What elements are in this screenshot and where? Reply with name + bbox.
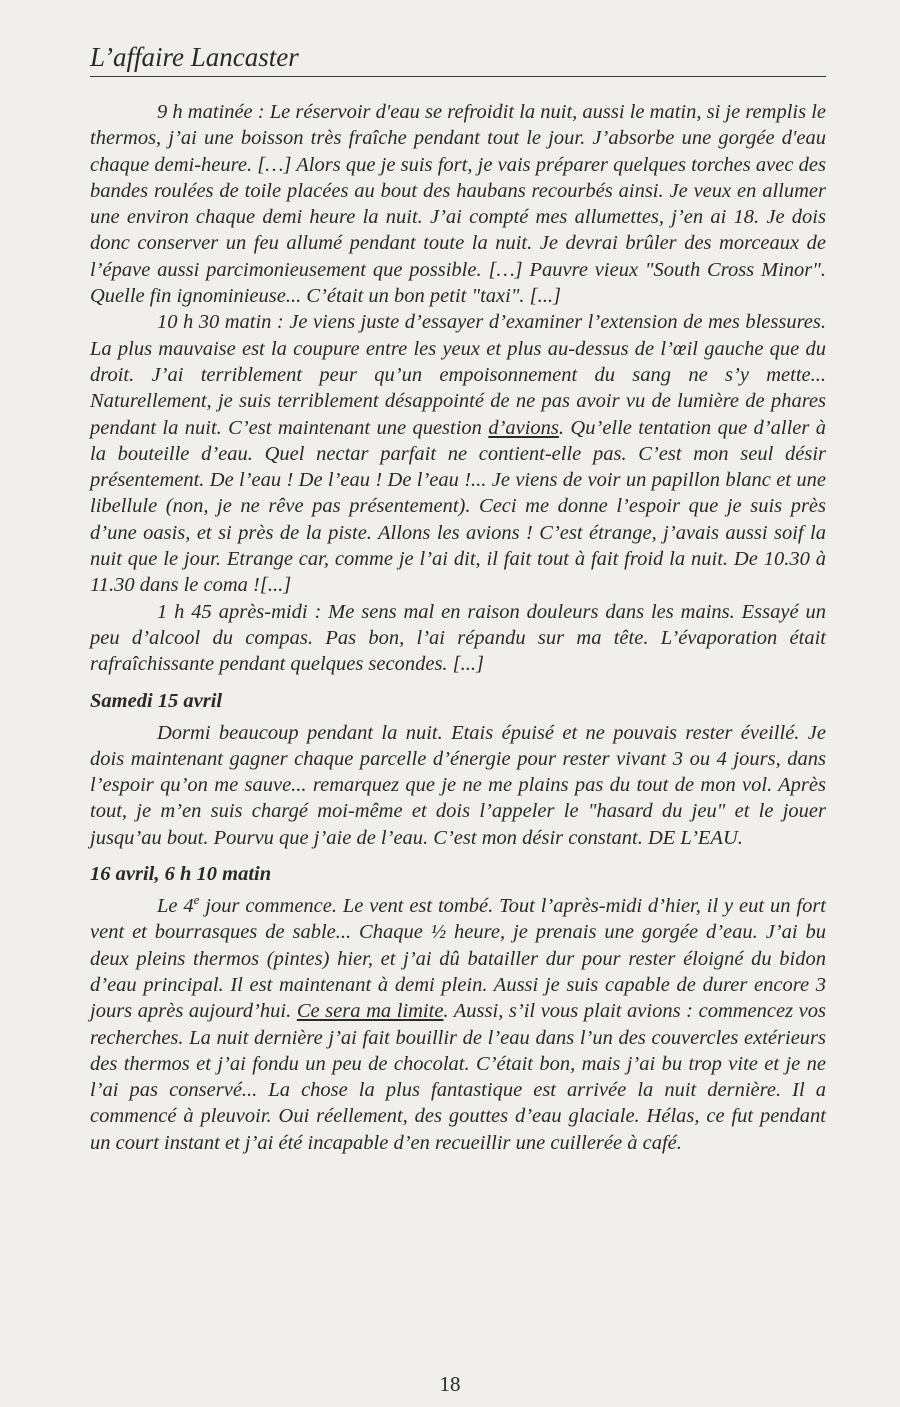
entry-text: . Qu’elle tentation que d’aller à la bouteille d’eau. Quel nectar parfait ne contient-elle pas. C’est mon seul désir présentement. De l’eau ! De l’eau ! De l’eau !... Je viens de voir un papillon blanc et une libellule (non, je ne rêve pas présentement). Ceci me donne l’espoir que je suis près d’une oasis, et si près de la piste. Allons les avions ! C’est étrange, j’avais aussi soif la nuit que le jour. Etrange car, comme je l’ai dit, il fait tout à fait froid la nuit. De 10.30 à 11.30 dans le coma ![...]	[90, 416, 826, 597]
entry-10h30-matin	[90, 309, 826, 598]
entry-text: . Aussi, s’il vous plait avions : commencez vos recherches. La nuit dernière j’ai fait bouillir de l’eau dans l’un des couvercles extérieurs des thermos et j’ai fondu un peu de chocolat. C’était bon, mais j’ai bu trop vite et je ne l’ai pas conservé... La chose la plus fantastique est arrivée la nuit dernière. Il a commencé à pleuvoir. Oui réellement, des gouttes d’eau glaciale. Hélas, ce fut pendant un court instant et j’ai été incapable d’en recueillir une cuillerée à café.	[90, 1000, 827, 1154]
page-number: 18	[439, 1372, 461, 1396]
entry-text: jour commence. Le vent est tombé. Tout l’après-midi d’hier, il y eut un fort vent et bourrasques de sable... Chaque ½ heure, je prenais une gorgée d’eau. J’ai bu deux pleins thermos (pintes) hier, et j’ai dû batailler dur pour rester éloigné du bidon d’eau principal. Il est maintenant à demi plein. Aussi je suis capable de durer encore 3 jours après aujourd’hui.	[90, 895, 826, 1023]
underlined-phrase: d’avions	[488, 416, 559, 439]
ordinal-superscript: e	[193, 892, 200, 908]
entry-text: 10 h 30 matin : Je viens juste d’essayer d’examiner l’extension de mes blessures. La plus mauvaise est la coupure entre les yeux et plus au-dessus de l’œil gauche que du droit. J’ai terriblement peur qu’un empoisonnement du sang ne s’y mette... Naturellement, je suis terriblement désappointé de ne pas avoir vu de lumière de phares pendant la nuit. C’est maintenant une question	[90, 311, 826, 439]
entry-9h-matinee: 9 h matinée : Le réservoir d'eau se refroidit la nuit, aussi le matin, si je remplis le thermos, j’ai une boisson très fraîche pendant tout le jour. J’absorbe une gorgée d'eau chaque demi-heure. […] Alors que je suis fort, je vais préparer quelques torches avec des bandes roulées de toile placées au bout des haubans recourbés ainsi. Je veux en allumer une environ chaque demi heure la nuit. J’ai compté mes allumettes, j’en ai 18. Je dois donc conserver un feu allumé pendant toute la nuit. Je devrai brûler des morceaux de l’épave aussi parcimonieusement que possible. […] Pauvre vieux "South Cross Minor". Quelle fin ignominieuse... C’était un bon petit "taxi". [...]	[90, 101, 826, 308]
date-heading-samedi-15-avril: Samedi 15 avril	[90, 689, 223, 712]
date-heading-16-avril: 16 avril, 6 h 10 matin	[90, 863, 272, 886]
entry-16-avril	[90, 893, 826, 1156]
entry-1h45-apres-midi: 1 h 45 après-midi : Me sens mal en raison douleurs dans les mains. Essayé un peu d’alcool du compas. Pas bon, l’ai répandu sur ma tête. L’évaporation était rafraîchissante pendant quelques secondes. [...]	[90, 600, 826, 676]
entry-lead: Le 4	[157, 895, 194, 918]
running-title: L’affaire Lancaster	[90, 40, 826, 77]
diary-text	[90, 99, 826, 1156]
entry-samedi-15-avril: Dormi beaucoup pendant la nuit. Etais épuisé et ne pouvais rester éveillé. Je dois maintenant gagner chaque parcelle d’énergie pour rester vivant 3 ou 4 jours, dans l’espoir qu’on me sauve... remarquez que je ne me plains pas du tout de mon vol. Après tout, je m’en suis chargé moi-même et dois l’appeler le "hasard du jeu" et le jouer jusqu’au bout. Pourvu que j’aie de l’eau. C’est mon désir constant. DE L’EAU.	[90, 721, 826, 849]
underlined-phrase: Ce sera ma limite	[296, 1000, 444, 1023]
